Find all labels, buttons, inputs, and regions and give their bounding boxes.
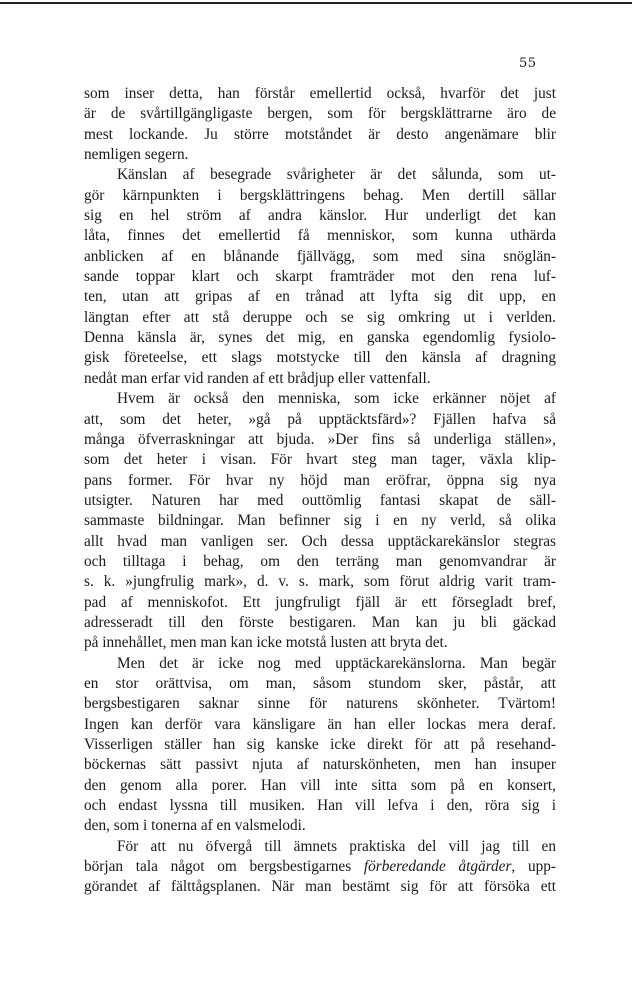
text-line: Känslan af besegrade svårigheter är det sålunda, som ut- bbox=[117, 166, 556, 184]
text-line: görandet af fälttågsplanen. När man bestämt sig för att försöka ett bbox=[84, 878, 556, 896]
text-line: låta, finnes det emellertid få menniskor, som kunna uthärda bbox=[84, 227, 556, 245]
text-line: som det heter i visan. För hvart steg man tager, växla klip- bbox=[84, 451, 556, 469]
text-line: och endast lyssna till musiken. Han vill lefva i den, röra sig i bbox=[84, 797, 556, 815]
text-line: på innehållet, men man kan icke motstå lusten att bryta det. bbox=[84, 634, 448, 652]
top-border-line bbox=[0, 2, 632, 4]
text-span: början tala något om bergsbestigarnes bbox=[84, 858, 364, 876]
text-line: en stor orättvisa, om man, såsom stundom sker, påstår, att bbox=[84, 674, 556, 692]
text-line: Visserligen ställer han sig kanske icke direkt för att på resehand- bbox=[84, 736, 556, 753]
text-line: s. k. »jungfrulig mark», d. v. s. mark, som förut aldrig varit tram- bbox=[84, 573, 556, 591]
text-line: Men det är icke nog med upptäckarekänslorna. Man begär bbox=[117, 654, 556, 672]
italic-emphasis: förberedande åtgärder bbox=[363, 858, 512, 876]
text-line: utsigter. Naturen har med outtömlig fantasi skapat de säll- bbox=[84, 491, 556, 509]
text-line: allt hvad man vanligen ser. Och dessa upptäckarekänslor stegras bbox=[84, 532, 556, 550]
text-line: mest lockande. Ju större motståndet är desto angenämare blir bbox=[84, 125, 556, 143]
text-line: att, som det heter, »gå på upptäcktsfärd»? Fjällen hafva så bbox=[84, 410, 556, 428]
text-line: För att nu öfvergå till ämnets praktiska del vill jag till en bbox=[117, 837, 556, 855]
text-line: längtan efter att stå deruppe och se sig omkring ut i verlden. bbox=[84, 308, 556, 326]
text-line: gör kärnpunkten i bergsklättringens behag. Men dertill sällar bbox=[84, 186, 556, 204]
text-line: sig en hel ström af andra känslor. Hur underligt det kan bbox=[84, 207, 556, 225]
text-line: många öfverraskningar att bjuda. »Der fins så underliga ställen», bbox=[84, 430, 556, 448]
text-span: , upp- bbox=[511, 858, 556, 876]
page-number: 55 bbox=[519, 56, 537, 71]
text-line: böckernas sätt passivt njuta af naturskönheten, men han insuper bbox=[84, 756, 556, 774]
text-line: som inser detta, han förstår emellertid också, hvarför det just bbox=[84, 85, 556, 102]
text-line: pans former. För hvar ny höjd man eröfrar, öppna sig nya bbox=[84, 471, 556, 489]
text-line: bergsbestigaren saknar sinne för naturens skönheter. Tvärtom! bbox=[84, 695, 556, 713]
text-line: den genom alla porer. Han vill inte sitta som på en konsert, bbox=[84, 776, 556, 794]
text-line: är de svårtillgängligaste bergen, som för bergsklättrarne äro de bbox=[84, 105, 556, 123]
text-line: Denna känsla är, synes det mig, en ganska egendomlig fysiolo- bbox=[84, 329, 556, 347]
text-line: gisk företeelse, ett slags motstycke till den känsla af dragning bbox=[84, 349, 556, 367]
text-line: anblicken af en blånande fjällvägg, som med sina snöglän- bbox=[84, 247, 556, 265]
text-line: den, som i tonerna af en valsmelodi. bbox=[84, 817, 306, 835]
text-line: sammaste bildningar. Man befinner sig i en ny verld, så olika bbox=[84, 512, 556, 530]
text-line: sande toppar klart och skarpt framträder mot den rena luf- bbox=[84, 268, 556, 286]
text-line: nemligen segern. bbox=[84, 146, 189, 164]
text-line: Hvem är också den menniska, som icke erkänner nöjet af bbox=[117, 390, 556, 408]
text-line: nedåt man erfar vid randen af ett brådjup eller vattenfall. bbox=[84, 369, 431, 387]
text-line: adresseradt till den förste bestigaren. Man kan ju bli gäckad bbox=[84, 613, 556, 631]
text-line: och tilltaga i behag, om den terräng man genomvandrar är bbox=[84, 552, 556, 570]
text-line: ten, utan att gripas af en trånad att lyfta sig dit upp, en bbox=[84, 288, 556, 306]
text-line bbox=[84, 857, 556, 877]
body-text bbox=[84, 84, 556, 898]
text-line: pad af menniskofot. Ett jungfruligt fjäll är ett försegladt bref, bbox=[84, 593, 556, 611]
text-line: Ingen kan derför vara känsligare än han eller lockas mera deraf. bbox=[84, 715, 556, 733]
